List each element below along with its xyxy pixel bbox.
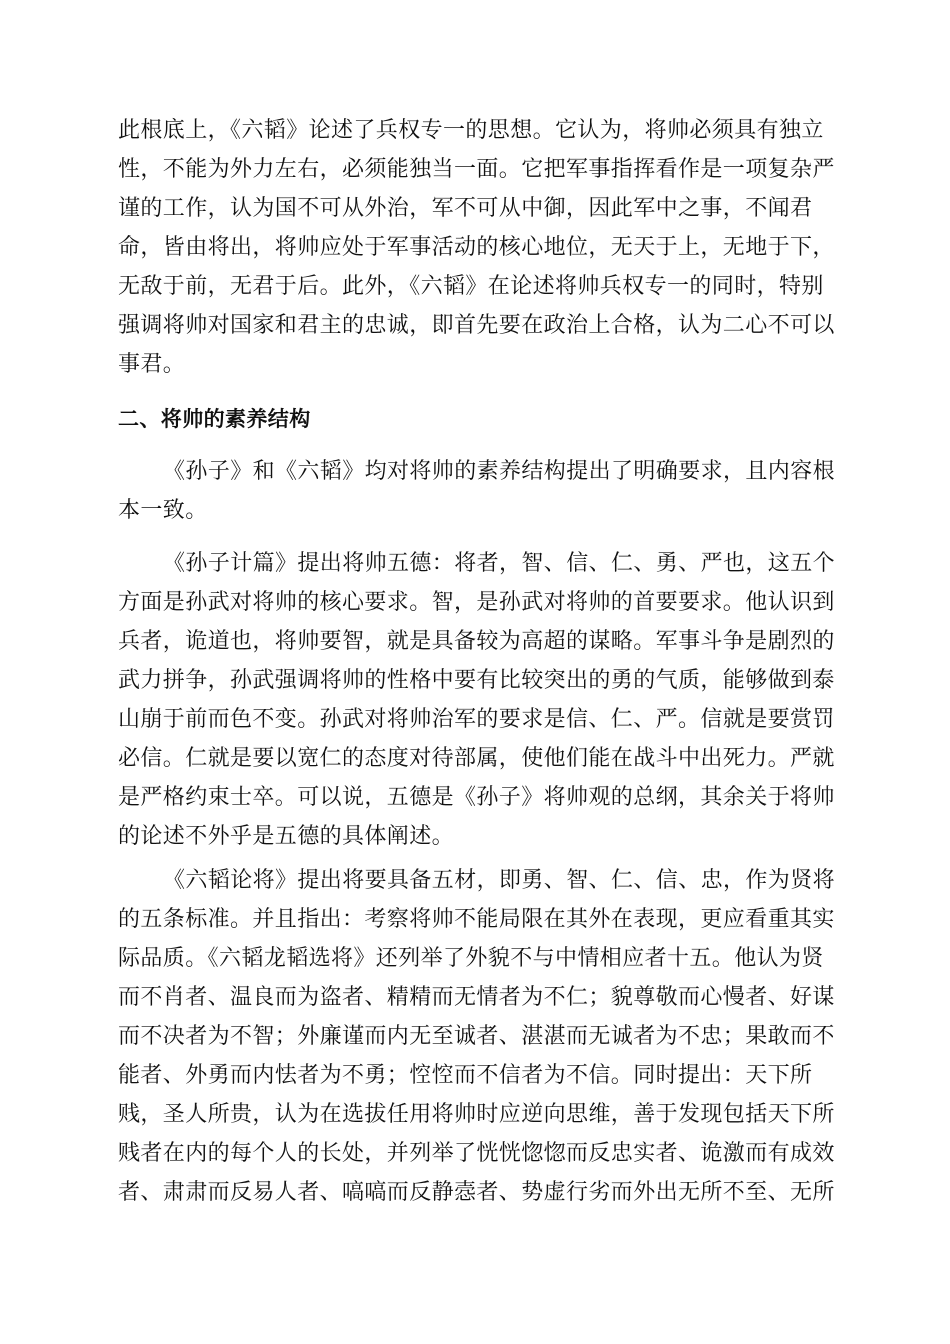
text-line: 无敌于前，无君于后。此外，《六韬》在论述将帅兵权专一的同时，特别 — [118, 274, 824, 299]
text-line: 兵者，诡道也，将帅要智，就是具备较为高超的谋略。军事斗争是剧烈的 — [118, 629, 835, 654]
text-line: 贱者在内的每个人的长处，并列举了恍恍惚惚而反忠实者、诡激而有成效 — [118, 1141, 835, 1166]
text-line: 《孙子》和《六韬》均对将帅的素养结构提出了明确要求，且内容根 — [163, 459, 836, 484]
text-line: 命，皆由将出，将帅应处于军事活动的核心地位，无天于上，无地于下， — [118, 235, 835, 260]
text-line: 而不决者为不智；外廉谨而内无至诚者、湛湛而无诚者为不忠；果敢而不 — [118, 1024, 835, 1049]
text-line: 武力拼争，孙武强调将帅的性格中要有比较突出的勇的气质，能够做到泰 — [118, 668, 835, 693]
text-line: 贱，圣人所贵，认为在选拔任用将帅时应逆向思维，善于发现包括天下所 — [118, 1102, 835, 1127]
text-line: 方面是孙武对将帅的核心要求。智，是孙武对将帅的首要要求。他认识到 — [118, 590, 835, 615]
text-line: 山崩于前而色不变。孙武对将帅治军的要求是信、仁、严。信就是要赏罚 — [118, 707, 835, 732]
section-heading: 二、将帅的素养结构 — [118, 407, 311, 431]
text-line: 谨的工作，认为国不可从外治，军不可从中御，因此军中之事，不闻君 — [118, 196, 813, 221]
text-line: 的论述不外乎是五德的具体阐述。 — [118, 824, 455, 849]
text-line: 必信。仁就是要以宽仁的态度对待部属，使他们能在战斗中出死力。严就 — [118, 746, 835, 771]
text-line: 际品质。《六韬龙韬选将》还列举了外貌不与中情相应者十五。他认为贤 — [118, 946, 824, 971]
text-line: 强调将帅对国家和君主的忠诚，即首先要在政治上合格，认为二心不可以 — [118, 313, 835, 338]
text-line: 事君。 — [118, 352, 186, 377]
text-line: 能者、外勇而内怯者为不勇；悾悾而不信者为不信。同时提出：天下所 — [118, 1063, 813, 1088]
text-line: 《孙子计篇》提出将帅五德：将者，智、信、仁、勇、严也，这五个 — [163, 551, 836, 576]
text-line: 性，不能为外力左右，必须能独当一面。它把军事指挥看作是一项复杂严 — [118, 157, 835, 182]
text-line: 是严格约束士卒。可以说，五德是《孙子》将帅观的总纲，其余关于将帅 — [118, 785, 835, 810]
text-line: 本一致。 — [118, 498, 208, 523]
text-line: 者、肃肃而反易人者、嗃嗃而反静悫者、势虚行劣而外出无所不至、无所 — [118, 1180, 835, 1205]
text-line: 而不肖者、温良而为盗者、精精而无情者为不仁；貌尊敬而心慢者、好谋 — [118, 985, 835, 1010]
text-line: 的五条标准。并且指出：考察将帅不能局限在其外在表现，更应看重其实 — [118, 907, 835, 932]
text-line: 此根底上，《六韬》论述了兵权专一的思想。它认为，将帅必须具有独立 — [118, 118, 824, 143]
text-line: 《六韬论将》提出将要具备五材，即勇、智、仁、信、忠，作为贤将 — [163, 868, 836, 893]
